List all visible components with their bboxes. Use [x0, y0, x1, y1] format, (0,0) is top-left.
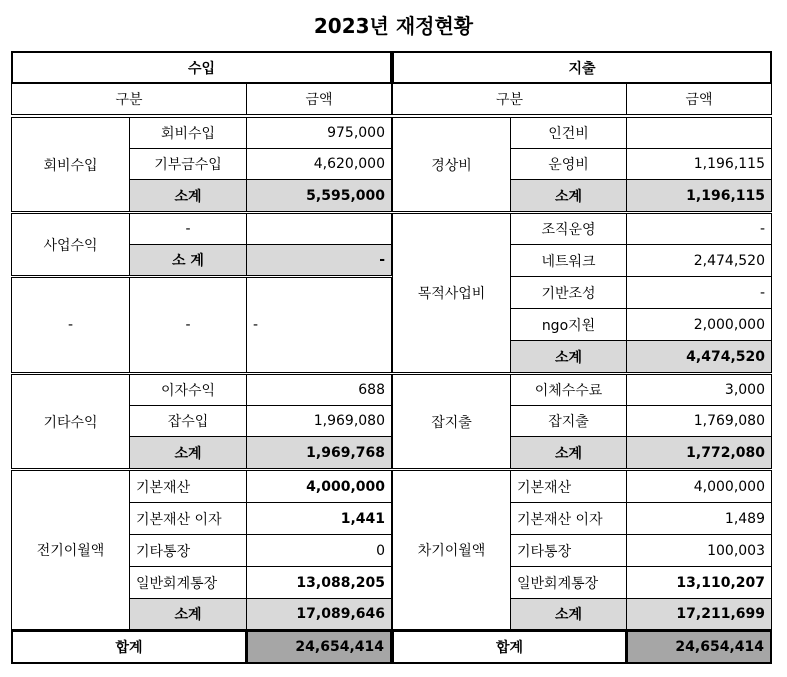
expense-total-amount: 24,654,414 — [626, 630, 772, 664]
income-col-amount: 금액 — [246, 83, 392, 115]
expense-subtotal-label: 소계 — [510, 598, 627, 630]
income-item-amount: 13,088,205 — [246, 566, 392, 599]
income-item-amount: 0 — [246, 534, 392, 567]
income-item-amount: 1,441 — [246, 502, 392, 535]
expense-subtotal-label: 소계 — [510, 179, 627, 212]
expense-subtotal-amount: 1,772,080 — [626, 436, 772, 469]
income-total-label: 합계 — [11, 630, 247, 664]
expense-subtotal-label: 소계 — [510, 340, 627, 373]
income-item-amount: 975,000 — [246, 117, 392, 149]
expense-item-amount: 100,003 — [626, 534, 772, 567]
income-item-label: 잡수입 — [129, 405, 247, 437]
income-subtotal-label: 소계 — [129, 179, 247, 212]
income-item-amount: 4,000,000 — [246, 470, 392, 503]
income-item-amount — [246, 213, 392, 245]
income-subtotal-amount: 1,969,768 — [246, 436, 392, 469]
expense-carryforward-label: 차기이월액 — [392, 470, 511, 630]
income-business-label: 사업수익 — [11, 213, 130, 276]
expense-misc-label: 잡지출 — [392, 374, 511, 469]
expense-operating-label: 경상비 — [392, 117, 511, 212]
expense-item-label: 운영비 — [510, 148, 627, 180]
expense-item-amount — [626, 117, 772, 149]
expense-item-label: 인건비 — [510, 117, 627, 149]
expense-item-label: 일반회계통장 — [510, 566, 627, 599]
income-other-label: 기타수익 — [11, 374, 130, 469]
income-item-label: 회비수입 — [129, 117, 247, 149]
expense-item-label: 조직운영 — [510, 213, 627, 245]
income-item-label: 기타통장 — [129, 534, 247, 567]
expense-item-label: 잡지출 — [510, 405, 627, 437]
expense-subtotal-amount: 4,474,520 — [626, 340, 772, 373]
income-subtotal-amount: 5,595,000 — [246, 179, 392, 212]
expense-item-amount: 1,769,080 — [626, 405, 772, 437]
income-item-label: 기본재산 — [129, 470, 247, 503]
expense-col-amount: 금액 — [626, 83, 772, 115]
expense-item-label: 기반조성 — [510, 276, 627, 309]
expense-subtotal-amount: 17,211,699 — [626, 598, 772, 630]
expense-item-amount: 3,000 — [626, 374, 772, 406]
income-subtotal-amount: - — [246, 244, 392, 276]
expense-item-amount: 4,000,000 — [626, 470, 772, 503]
expense-item-label: 기타통장 — [510, 534, 627, 567]
expense-item-amount: 13,110,207 — [626, 566, 772, 599]
expense-item-label: 네트워크 — [510, 244, 627, 277]
expense-item-amount: 1,196,115 — [626, 148, 772, 180]
income-subtotal-label: 소계 — [129, 598, 247, 630]
income-subtotal-amount: 17,089,646 — [246, 598, 392, 630]
income-subtotal-label: 소계 — [129, 436, 247, 469]
expense-item-label: 기본재산 — [510, 470, 627, 503]
income-subtotal-label: 소 계 — [129, 244, 247, 276]
income-total-amount: 24,654,414 — [246, 630, 392, 664]
income-item-label: 일반회계통장 — [129, 566, 247, 599]
income-header: 수입 — [11, 51, 392, 84]
income-empty-item-amount: - — [246, 277, 392, 373]
income-item-amount: 4,620,000 — [246, 148, 392, 180]
expense-header: 지출 — [392, 51, 772, 84]
income-item-amount: 688 — [246, 374, 392, 406]
income-empty-label: - — [11, 277, 130, 373]
expense-subtotal-label: 소계 — [510, 436, 627, 469]
income-membership-label: 회비수입 — [11, 117, 130, 212]
income-carryover-label: 전기이월액 — [11, 470, 130, 630]
income-col-category: 구분 — [11, 83, 247, 115]
expense-purpose-label: 목적사업비 — [392, 213, 511, 373]
expense-item-amount: - — [626, 213, 772, 245]
income-item-label: 이자수익 — [129, 374, 247, 406]
expense-item-amount: - — [626, 276, 772, 309]
expense-item-amount: 2,000,000 — [626, 308, 772, 341]
expense-item-amount: 1,489 — [626, 502, 772, 535]
income-empty-item-label: - — [129, 277, 247, 373]
expense-subtotal-amount: 1,196,115 — [626, 179, 772, 212]
expense-item-label: 기본재산 이자 — [510, 502, 627, 535]
income-item-label: 기본재산 이자 — [129, 502, 247, 535]
expense-col-category: 구분 — [392, 83, 627, 115]
expense-item-label: ngo지원 — [510, 308, 627, 341]
income-item-label: - — [129, 213, 247, 245]
expense-item-amount: 2,474,520 — [626, 244, 772, 277]
page-title: 2023년 재정현황 — [313, 14, 474, 38]
expense-total-label: 합계 — [392, 630, 627, 664]
expense-item-label: 이체수수료 — [510, 374, 627, 406]
income-item-amount: 1,969,080 — [246, 405, 392, 437]
income-item-label: 기부금수입 — [129, 148, 247, 180]
